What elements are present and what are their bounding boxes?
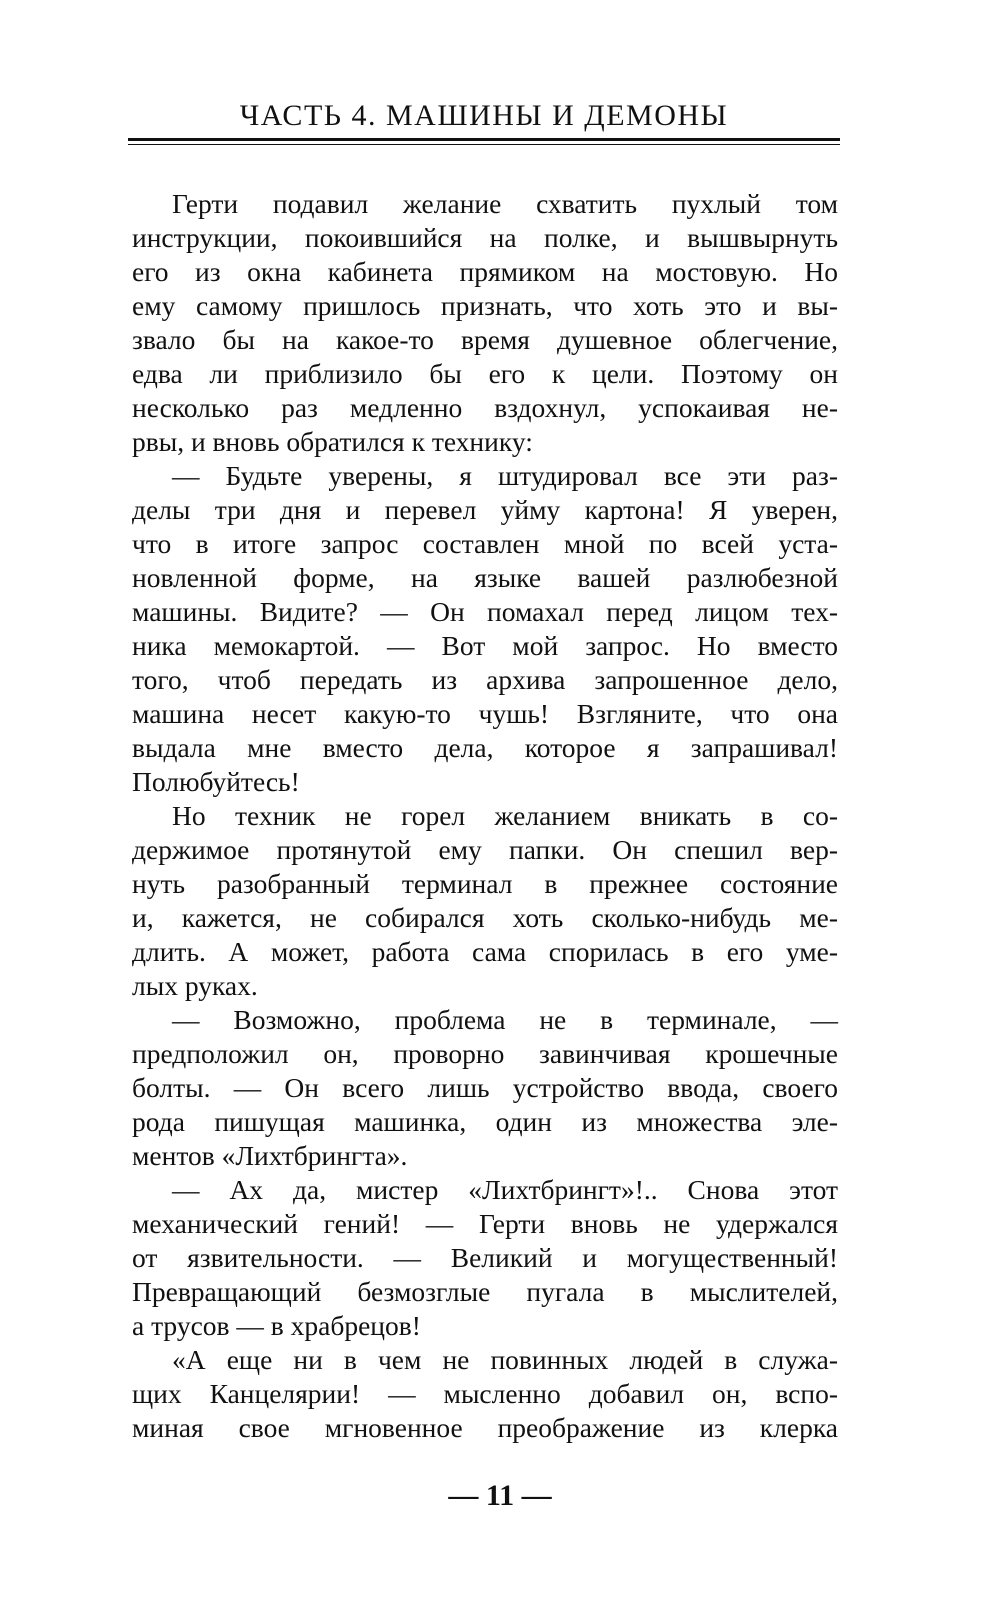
text-line: Полюбуйтесь! <box>132 766 300 797</box>
text-line: нуть разобранный терминал в прежнее состояние <box>132 868 838 899</box>
text-line: а трусов — в храбрецов! <box>132 1310 421 1341</box>
text-line: миная свое мгновенное преображение из клерка <box>132 1412 838 1443</box>
text-line: несколько раз медленно вздохнул, успокаивая не- <box>132 392 838 423</box>
text-line: ментов «Лихтбрингта». <box>132 1140 408 1171</box>
text-line: инструкции, покоившийся на полке, и вышвырнуть <box>132 222 838 253</box>
text-line: едва ли приблизило бы его к цели. Поэтому он <box>132 358 838 389</box>
text-line: делы три дня и перевел уйму картона! Я уверен, <box>132 494 838 525</box>
text-line: — Возможно, проблема не в терминале, — <box>172 1004 838 1035</box>
text-line: «А еще ни в чем не повинных людей в служа- <box>172 1344 838 1375</box>
text-line: машина несет какую-то чушь! Взгляните, что она <box>132 698 838 729</box>
text-line: ника мемокартой. — Вот мой запрос. Но вместо <box>132 630 838 661</box>
running-header: ЧАСТЬ 4. МАШИНЫ И ДЕМОНЫ <box>239 99 729 132</box>
text-line: ему самому пришлось признать, что хоть это и вы- <box>132 290 838 321</box>
text-line: Превращающий безмозглые пугала в мыслителей, <box>132 1276 838 1307</box>
text-line: рода пишущая машинка, один из множества эле- <box>132 1106 838 1137</box>
text-line: — Будьте уверены, я штудировал все эти раз- <box>172 460 838 491</box>
page-number: — 11 — <box>448 1479 552 1512</box>
text-line: Но техник не горел желанием вникать в со- <box>172 800 838 831</box>
text-line: предположил он, проворно завинчивая крошечные <box>132 1038 838 1069</box>
text-line: что в итоге запрос составлен мной по всей уста- <box>132 528 838 559</box>
header-rule-thin <box>128 144 840 145</box>
text-line: Герти подавил желание схватить пухлый том <box>172 188 838 219</box>
text-line: от язвительности. — Великий и могущественный! <box>132 1242 838 1273</box>
text-line: длить. А может, работа сама спорилась в его уме- <box>132 936 838 967</box>
text-line: болты. — Он всего лишь устройство ввода, своего <box>132 1072 838 1103</box>
text-line: его из окна кабинета прямиком на мостовую. Но <box>132 256 838 287</box>
text-line: механический гений! — Герти вновь не удержался <box>132 1208 838 1239</box>
text-line: новленной форме, на языке вашей разлюбезной <box>132 562 838 593</box>
text-line: и, кажется, не собирался хоть сколько-нибудь ме- <box>132 902 838 933</box>
text-line: выдала мне вместо дела, которое я запрашивал! <box>132 732 838 763</box>
text-line: — Ах да, мистер «Лихтбрингт»!.. Снова этот <box>172 1174 838 1205</box>
body-text <box>132 187 838 1445</box>
header-rule-thick <box>128 138 840 141</box>
text-line: звало бы на какое-то время душевное облегчение, <box>132 324 838 355</box>
text-line: рвы, и вновь обратился к технику: <box>132 426 533 457</box>
text-line: щих Канцелярии! — мысленно добавил он, вспо- <box>132 1378 838 1409</box>
text-line: того, чтоб передать из архива запрошенное дело, <box>132 664 838 695</box>
text-line: лых руках. <box>132 970 258 1001</box>
text-line: машины. Видите? — Он помахал перед лицом тех- <box>132 596 838 627</box>
text-line: держимое протянутой ему папки. Он спешил вер- <box>132 834 838 865</box>
